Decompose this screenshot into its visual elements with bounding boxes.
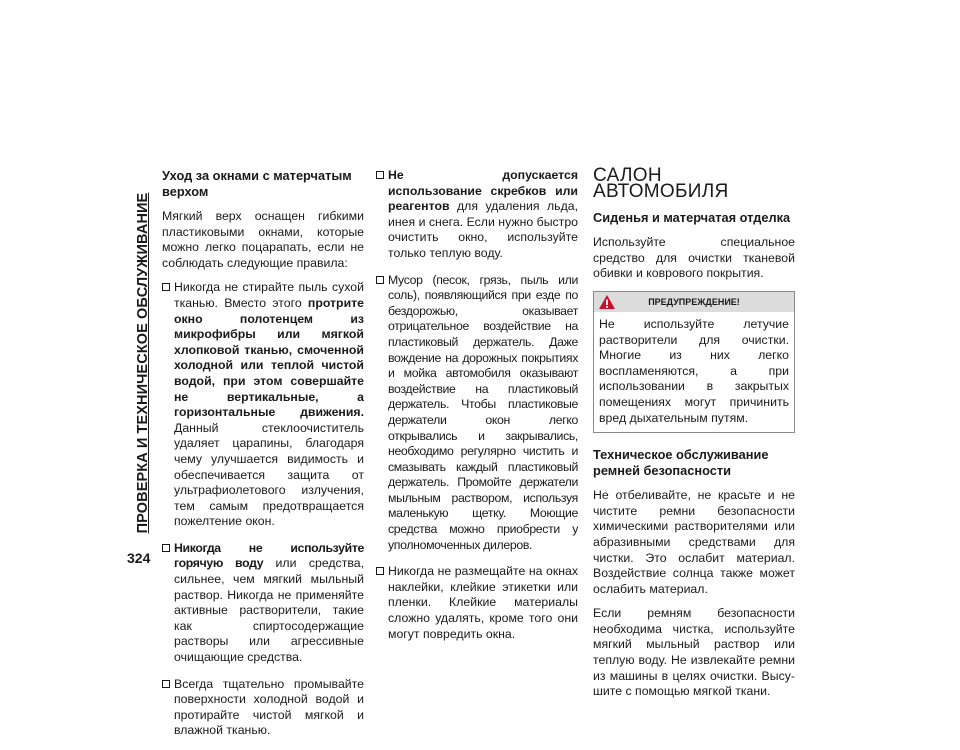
column-3 [593, 165, 795, 709]
page-number: 324 [127, 550, 151, 566]
checkbox-square-icon [376, 276, 384, 284]
belts-paragraph-1: Не отбеливайте, не красьте и не чистите ремни безопасности химическими растворителями или абразивными средствами для чистки. Это ослабит материал. Воздействие солнца также может ослабить материал. [593, 488, 795, 596]
column-2 [376, 168, 578, 653]
bold-instruction: Не допускается использование скребков или реагентов [388, 168, 578, 214]
column-1 [162, 168, 364, 750]
checkbox-square-icon [162, 680, 170, 688]
checkbox-square-icon [162, 283, 170, 291]
belts-paragraph-2: Если ремням безопасности необходима чистка, используйте мягкий мыльный раствор или теплую воду. Не извлекайте ремни из машины в целях очистки. Высушите с помощью мягкой ткани. [593, 606, 795, 699]
warning-box [593, 291, 795, 433]
checkbox-square-icon [376, 171, 384, 179]
list-item: Мусор (песок, грязь, пыль или соль), появляющийся при езде по бездорожью, оказывает отрицательное воздействие на пластиковый держатель. Даже вождение на дорожных покрытиях и мойка автомобиля оказывают воздействие на пластиковый держатель. Чтобы пластиковые держатели окон легко открывались и закрывались, необходимо регулярно чистить и смазывать каждый пластиковый держатель. Промойте держатели мыльным раствором, используя маленькую щетку. Моющие средства можно приобрести у уполномоченных дилеров. [376, 273, 578, 554]
warning-header [594, 292, 794, 312]
list-item: Никогда не стирайте пыль сухой тканью. Вместо этого протрите окно полотенцем из микрофибры или мягкой хлопковой тканью, смоченной холодной или теплой чистой водой, при этом совершайте не вертикальные, а горизонтальные движения. Данный стеклоочиститель удаляет царапины, благодаря чему улучшается видимость и обеспечивается защита от ультрафиолетового излучения, тем самым предотвращается пожелтение окон. [162, 280, 364, 530]
seats-text: Используйте специальное средство для очистки тканевой обивки и коврового покрытия. [593, 235, 795, 281]
list-item: Никогда не используйте горячую воду или средства, сильнее, чем мягкий мыльный раствор. Никогда не применяйте активные растворители, такие как спиртосодержащие растворы или агрессивные очищающие средства. [162, 541, 364, 666]
warning-triangle-icon [598, 294, 616, 310]
belts-heading: Техническое обслуживание ремней безопасности [593, 447, 769, 479]
section-title: САЛОН АВТОМОБИЛЯ [593, 165, 729, 202]
window-care-intro: Мягкий верх оснащен гибкими пластиковыми окнами, которые можно легко поцарапать, если не соблюдать следующие правила: [162, 209, 364, 270]
list-item: Всегда тщательно промывайте поверхности холодной водой и протирайте чистой мягкой и влажной тканью. [162, 677, 364, 739]
seats-heading: Сиденья и матерчатая отделка [593, 210, 791, 226]
window-care-heading: Уход за окнами с матерчатым верхом [162, 168, 352, 199]
checkbox-square-icon [376, 567, 384, 575]
list-item: Не допускается использование скребков или реагентов для удаления льда, инея и снега. Если нужно быстро очистить окно, используйте только теплую воду. [376, 168, 578, 262]
list-item: Никогда не размещайте на окнах наклейки, клейкие этикетки или пленки. Клейкие материалы сложно удалять, кроме того они могут повредить окна. [376, 564, 578, 642]
bold-instruction: протрите окно полотенцем из микрофибры или мягкой хлопковой тканью, смоченной холодной или теплой чистой водой, при этом совершайте не вертикальные, а горизонтальные движения. [174, 295, 364, 420]
chapter-title-text: ПРОВЕРКА И ТЕХНИЧЕСКОЕ ОБСЛУЖИВАНИЕ [135, 192, 151, 534]
chapter-side-title [128, 178, 158, 548]
checkbox-square-icon [162, 544, 170, 552]
warning-text: Не используйте летучие растворители для очистки. Многие из них легко воспламеняются, а при использовании в закрытых помещениях могут причинить вред дыхательным путям. [599, 316, 789, 425]
bold-instruction: Никогда не используйте горячую воду [174, 540, 364, 571]
warning-title: ПРЕДУПРЕЖДЕНИЕ! [648, 296, 740, 307]
